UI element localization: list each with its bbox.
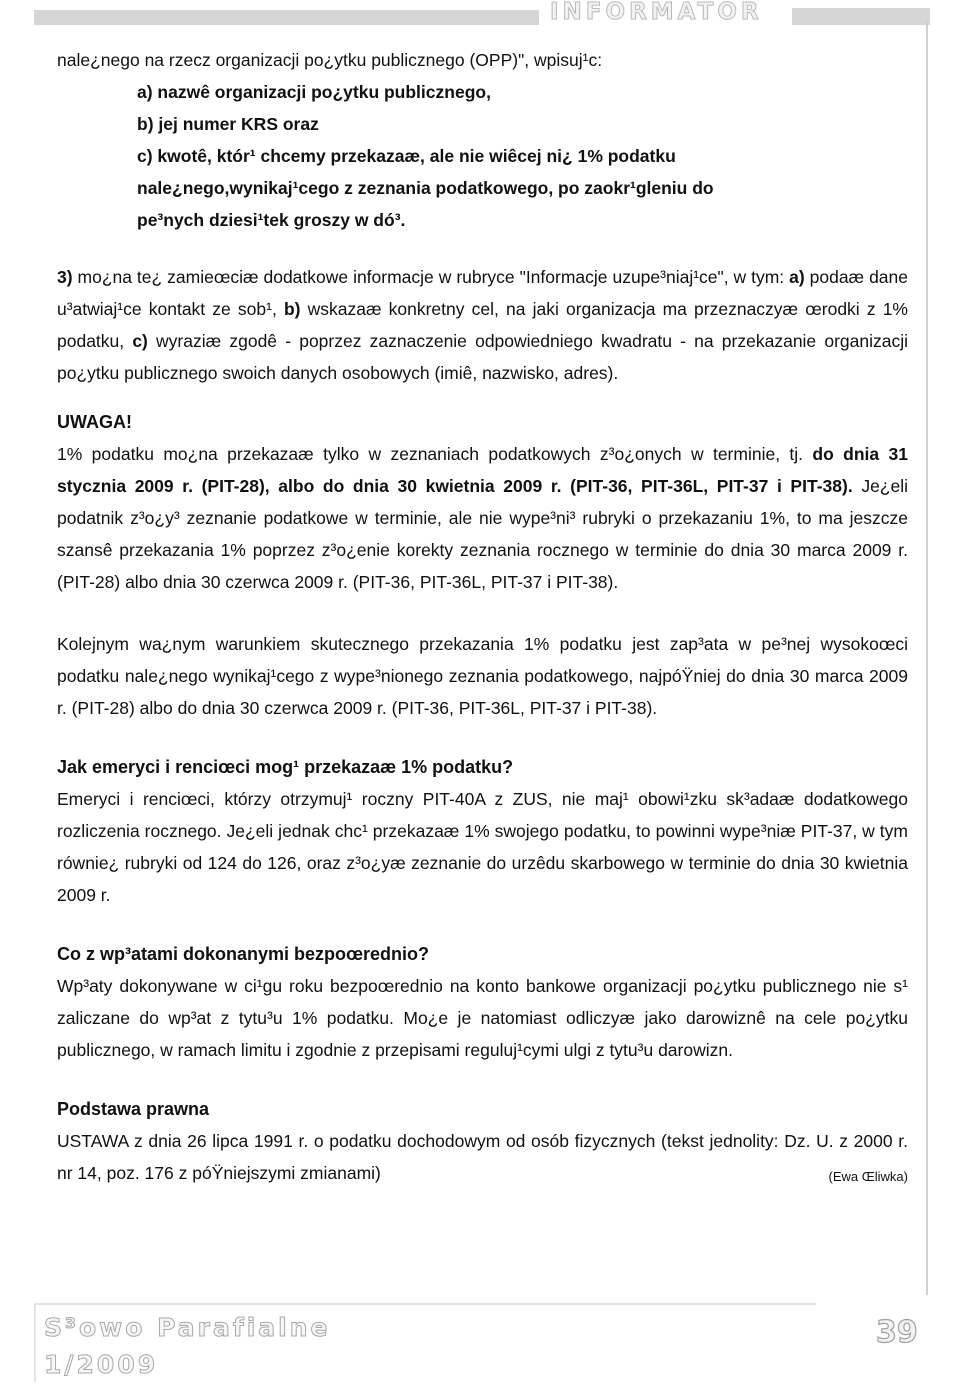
header-bar: [34, 10, 539, 25]
warning-heading: UWAGA!: [57, 412, 132, 432]
form-instructions-list: [57, 76, 908, 236]
legal-basis-text: USTAWA z dnia 26 lipca 1991 r. o podatku dochodowym od osób fizycznych (tekst jednolity: Dz. U. z 2000 r. nr 14, poz. 176 z póŸniejszymi zmianami): [57, 1131, 908, 1183]
retirees-paragraph: Emeryci i renciœci, którzy otrzymuj¹ roczny PIT-40A z ZUS, nie maj¹ obowi¹zku sk³adaæ dodatkowego rozliczenia rocznego. Je¿eli jednak chc¹ przekazaæ 1% swojego podatku, to powinni wype³niæ PIT-37, w tym równie¿ rubryki od 124 do 126, oraz z³o¿yæ zeznanie do urzêdu skarbowego w terminie do dnia 30 kwietnia 2009 r.: [57, 789, 908, 905]
deadline-text: do dnia 31 stycznia 2009 r. (PIT-28), albo do dnia 30 kwietnia 2009 r. (PIT-36, PIT-36L, PIT-37 i PIT-38).: [57, 444, 908, 496]
item-marker: c): [132, 331, 148, 351]
retirees-heading: Jak emeryci i renciœci mog¹ przekazaæ 1% podatku?: [57, 757, 514, 777]
page-number: 39: [876, 1315, 918, 1350]
item-text: podaæ dane u³atwiaj¹ce kontakt ze sob¹,: [57, 267, 908, 319]
item-marker: a): [789, 267, 805, 287]
list-item: a) nazwê organizacji po¿ytku publicznego,: [137, 82, 491, 102]
item-text: mo¿na te¿ zamieœciæ dodatkowe informacje w rubryce "Informacje uzupe³niaj¹ce", w tym:: [72, 267, 790, 287]
direct-payments-heading: Co z wp³atami dokonanymi bezpoœrednio?: [57, 944, 430, 964]
author-signature: (Ewa Œliwka): [828, 1169, 908, 1184]
additional-info-paragraph: [57, 261, 908, 389]
item-marker: 3): [57, 267, 73, 287]
warning-paragraph: [57, 438, 908, 598]
list-item: b) jej numer KRS oraz: [137, 114, 319, 134]
payment-condition-paragraph: Kolejnym wa¿nym warunkiem skutecznego przekazania 1% podatku jest zap³ata w pe³nej wysokoœci podatku nale¿nego wynikaj¹cego z wype³nionego zeznania podatkowego, najpóŸniej do dnia 30 marca 2009 r. (PIT-28) albo do dnia 30 czerwca 2009 r. (PIT-36, PIT-36L, PIT-37 i PIT-38).: [57, 634, 908, 718]
list-item: c) kwotê, któr¹ chcemy przekazaæ, ale nie wiêcej ni¿ 1% podatku: [137, 146, 676, 166]
warning-text: Je¿eli podatnik z³o¿y³ zeznanie podatkowe w terminie, ale nie wype³ni³ rubryki o przekazaniu 1%, to ma jeszcze szansê przekazania 1% poprzez z³o¿enie korekty zeznania rocznego w terminie do dnia 30 marca 2009 r. (PIT-28) albo dnia 30 czerwca 2009 r. (PIT-36, PIT-36L, PIT-37 i PIT-38).: [57, 476, 908, 592]
intro-line: nale¿nego na rzecz organizacji po¿ytku publicznego (OPP)", wpisuj¹c:: [57, 50, 603, 70]
item-text: wyraziæ zgodê - poprzez zaznaczenie odpowiedniego kwadratu - na przekazanie organizacji po¿ytku publicznego swoich danych osobowych (imiê, nazwisko, adres).: [57, 331, 908, 383]
item-text: wskazaæ konkretny cel, na jaki organizacja ma przeznaczyæ œrodki z 1% podatku,: [57, 299, 908, 351]
item-marker: b): [283, 299, 301, 319]
section-title: INFORMATOR: [550, 0, 763, 25]
magazine-name: S³owo Parafialne: [44, 1313, 331, 1342]
legal-basis-heading: Podstawa prawna: [57, 1099, 210, 1119]
warning-text: 1% podatku mo¿na przekazaæ tylko w zeznaniach podatkowych z³o¿onych w terminie, tj.: [57, 444, 813, 464]
legal-basis-paragraph: [57, 1125, 908, 1189]
list-item: nale¿nego,wynikaj¹cego z zeznania podatkowego, po zaokr¹gleniu do: [137, 178, 714, 198]
direct-payments-paragraph: Wp³aty dokonywane w ci¹gu roku bezpoœrednio na konto bankowe organizacji po¿ytku publicznego nie s¹ zaliczane do wp³at z tytu³u 1% podatku. Mo¿e je natomiast odliczyæ jako darowiznê na cele po¿ytku publicznego, w ramach limitu i zgodnie z przepisami reguluj¹cymi ulgi z tytu³u darowizn.: [57, 976, 908, 1060]
header-tab: [792, 8, 930, 25]
article-body: [57, 44, 908, 1193]
issue-number: 1/2009: [44, 1350, 159, 1379]
side-rule: [926, 20, 928, 1295]
list-item: pe³nych dziesi¹tek groszy w dó³.: [137, 210, 406, 230]
